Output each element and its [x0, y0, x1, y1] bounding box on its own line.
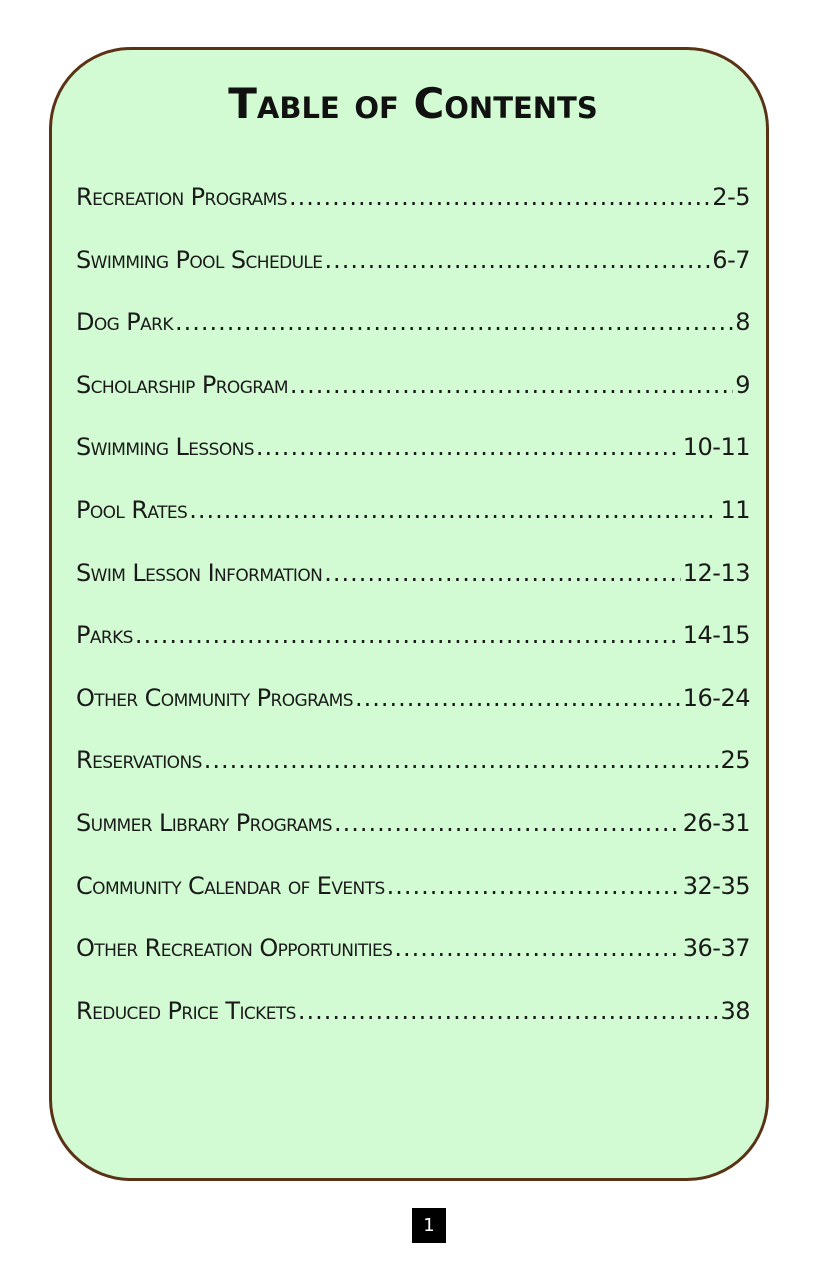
dot-leader: [175, 304, 733, 340]
dot-leader: [387, 868, 681, 904]
toc-entry-label: Reservations: [76, 746, 202, 775]
toc-entry-page: 26-31: [682, 808, 750, 837]
toc-entry-page: 36-37: [682, 934, 750, 963]
table-of-contents: [76, 179, 750, 1055]
toc-entry[interactable]: [76, 304, 750, 367]
toc-entry-label: Swimming Lessons: [76, 433, 254, 462]
dot-leader: [324, 555, 681, 591]
toc-entry-page: 8: [735, 308, 750, 337]
toc-entry[interactable]: [76, 680, 750, 743]
toc-entry-page: 11: [720, 495, 750, 524]
toc-entry-label: Reduced Price Tickets: [76, 996, 296, 1025]
page-title: Table of Contents: [228, 79, 598, 128]
toc-entry[interactable]: [76, 429, 750, 492]
toc-entry[interactable]: [76, 993, 750, 1056]
toc-entry[interactable]: [76, 179, 750, 242]
toc-entry[interactable]: [76, 742, 750, 805]
toc-entry-label: Other Community Programs: [76, 683, 353, 712]
toc-entry-label: Swimming Pool Schedule: [76, 245, 323, 274]
toc-entry[interactable]: [76, 242, 750, 305]
toc-entry-label: Pool Rates: [76, 495, 188, 524]
toc-entry-label: Swim Lesson Information: [76, 558, 323, 587]
toc-entry-label: Community Calendar of Events: [76, 871, 385, 900]
toc-entry-page: 10-11: [682, 433, 750, 462]
dot-leader: [324, 242, 710, 278]
dot-leader: [298, 993, 719, 1029]
toc-entry[interactable]: [76, 492, 750, 555]
toc-entry-page: 14-15: [682, 621, 750, 650]
toc-entry-page: 38: [720, 996, 750, 1025]
toc-entry-page: 32-35: [682, 871, 750, 900]
toc-entry-label: Other Recreation Opportunities: [76, 934, 393, 963]
toc-entry-page: 16-24: [682, 683, 750, 712]
dot-leader: [290, 367, 733, 403]
dot-leader: [355, 680, 681, 716]
dot-leader: [135, 617, 681, 653]
toc-entry-label: Parks: [76, 621, 133, 650]
toc-entry-label: Dog Park: [76, 308, 173, 337]
toc-entry-page: 2-5: [712, 183, 750, 211]
dot-leader: [394, 930, 680, 966]
toc-entry[interactable]: [76, 930, 750, 993]
dot-leader: [289, 179, 710, 215]
page-number-badge: 1: [412, 1208, 446, 1243]
toc-entry[interactable]: [76, 805, 750, 868]
toc-entry-label: Summer Library Programs: [76, 808, 332, 837]
toc-entry-page: 9: [735, 370, 750, 399]
toc-entry-label: Recreation Programs: [76, 183, 287, 211]
dot-leader: [334, 805, 681, 841]
toc-entry[interactable]: [76, 555, 750, 618]
toc-entry-page: 25: [720, 746, 750, 775]
dot-leader: [204, 742, 719, 778]
toc-entry[interactable]: [76, 367, 750, 430]
toc-entry[interactable]: [76, 617, 750, 680]
toc-entry-page: 6-7: [712, 245, 750, 274]
dot-leader: [256, 429, 681, 465]
toc-entry-page: 12-13: [682, 558, 750, 587]
dot-leader: [189, 492, 718, 528]
toc-entry[interactable]: [76, 868, 750, 931]
toc-entry-label: Scholarship Program: [76, 370, 288, 399]
